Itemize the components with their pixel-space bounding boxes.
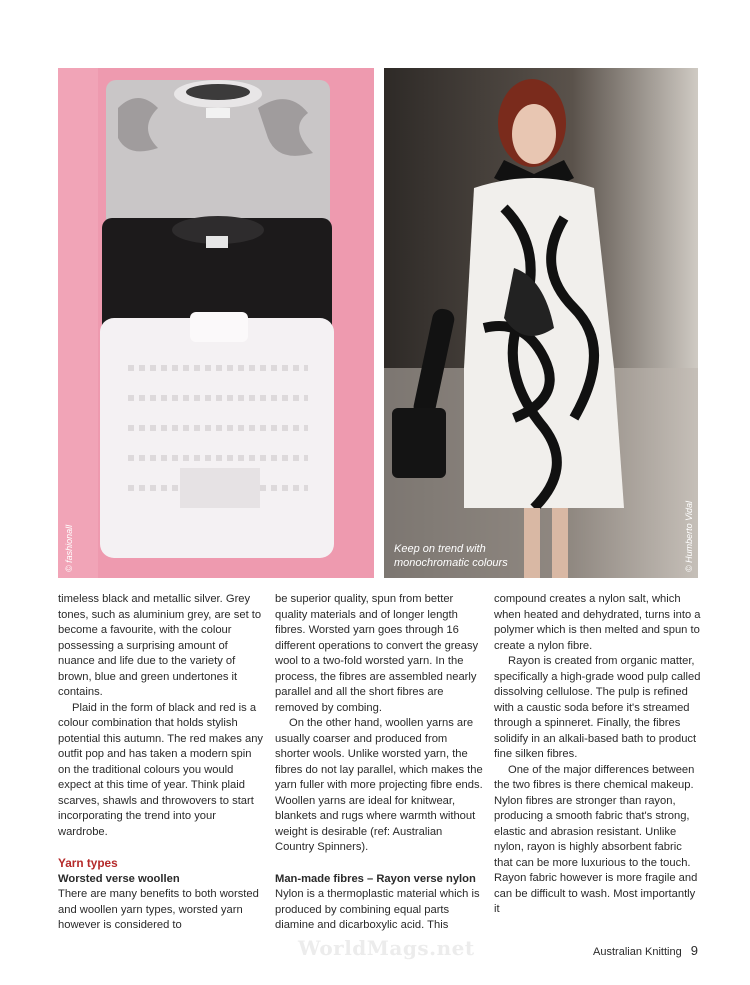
paragraph: One of the major differences between the two fibres is there chemical makeup. Nylon fibres are stronger than rayon, producing a smooth fabric that's strong, elastic and abrasion resistant. Unlike nylon, rayon is highly absorbent fabric that can be more luxurious to the touch. Rayon fabric however is more fragile and can be difficult to wash. Most importantly it (494, 763, 698, 915)
photo-credit-right: © Humberto Vidal (684, 501, 694, 572)
page-footer (593, 943, 698, 958)
publication-name: Australian Knitting (593, 946, 682, 958)
photo-credit-left: © fashionall (64, 524, 74, 572)
subheading-worsted-verse-woollen: Worsted verse woollen (58, 872, 180, 885)
paragraph: compound creates a nylon salt, which when heated and dehydrated, turns into a polymer which is then melted and spun to create a nylon fibre. (494, 593, 701, 652)
page-number: 9 (690, 943, 698, 958)
article-column-3 (494, 592, 702, 918)
paragraph: Rayon is created from organic matter, specifically a high-grade wood pulp called dissolving cellulose. The pulp is refined with a caustic soda before it's streamed through a spinneret. Finally, the fibres solidify in an alkali-based bath to product fine silken fibres. (494, 655, 701, 760)
paragraph: be superior quality, spun from better quality materials and of longer length fibres. Worsted yarn goes through 16 different operations to convert the greasy wool to a two-fold worsted yarn. In the process, the fibres are assembled nearly parallel and all the short fibres are removed by combing. (275, 593, 479, 714)
paragraph: Nylon is a thermoplastic material which is produced by combining equal parts diamine and dicarboxylic acid. This (275, 888, 480, 931)
sweaters-photo (58, 68, 374, 578)
photo-caption: Keep on trend with monochromatic colours (394, 543, 508, 569)
article-column-1 (58, 592, 266, 934)
sweaters-illustration (58, 68, 374, 578)
paragraph: There are many benefits to both worsted and woollen yarn types, worsted yarn however is considered to (58, 888, 259, 931)
paragraph: Plaid in the form of black and red is a colour combination that holds stylish potential this autumn. The red makes any outfit pop and has taken a modern spin on the traditional colours you would expect at this time of year. Think plaid scarves, shawls and throwovers to start incorporating the trend into your wardrobe. (58, 701, 264, 838)
article-column-2 (275, 592, 483, 934)
subheading-man-made-fibres: Man-made fibres – Rayon verse nylon (275, 872, 476, 885)
watermark: WorldMags.net (298, 936, 475, 960)
runway-illustration (384, 68, 698, 578)
section-heading-yarn-types: Yarn types (58, 856, 118, 870)
paragraph: timeless black and metallic silver. Grey tones, such as aluminium grey, are set to become a favourite, with the colour possessing a surprising amount of nuance and life due to the variety of brown, blue and green undertones it contains. (58, 593, 262, 698)
runway-photo (384, 68, 698, 578)
paragraph: On the other hand, woollen yarns are usually coarser and produced from shorter wools. Unlike worsted yarn, the fibres do not lay parallel, which makes the yarn fuller with more projecting fibre ends. Woollen yarns are ideal for knitwear, blankets and rugs where warmth without weight is desirable (ref: Australian Country Spinners). (275, 717, 483, 853)
